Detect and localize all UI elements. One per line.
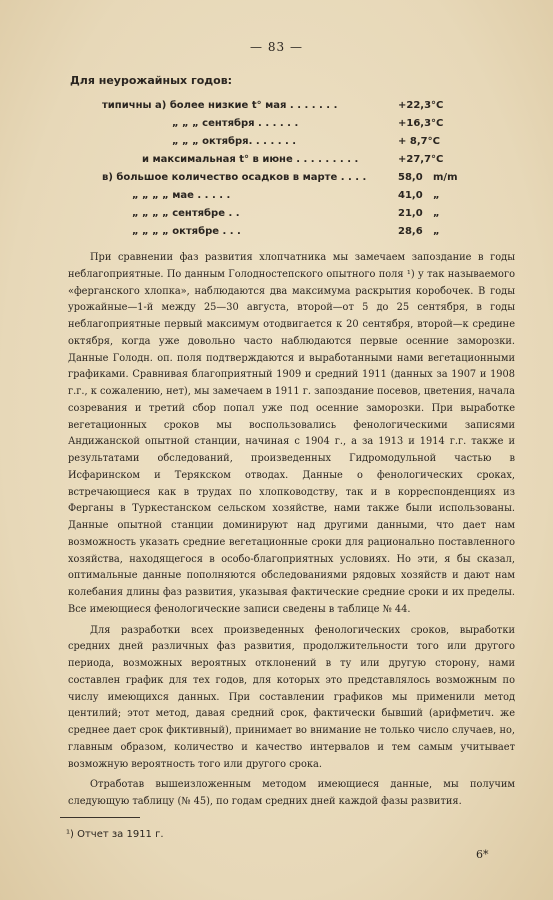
stats-value: +16,3°C (398, 118, 444, 129)
paragraph: При сравнении фаз развития хлопчатника мы замечаем запоздание в годы неблагоприятные. По данным Голодностепского опытного поля ¹) у так называемого «ферганского хлопка», наблюдаются два максимума раскрытия коробочек. В годы урожайные—1-й между 25—30 августа, второй—от 5 до 25 сентября, в годы неблагоприятные первый максимум отодвигается к 20 сентября, второй—к средине октября, когда уже довольно часто наблюдаются первые осенние заморозки. Данные Голодн. оп. поля подтверждаются и выработанными нами вегетационными графиками. Сравнивая благоприятный 1909 и средний 1911 (данных за 1907 и 1908 г.г., к сожалению, нет), мы замечаем в 1911 г. запоздание посевов, цветения, начала созревания и третий сбор попал уже под осенние заморозки. При выработке вегетационных сроков мы воспользовались фенологическими записями Андижанской опытной станции, начиная с 1904 г., а за 1913 и 1914 г.г. также и результатами обследований, произведенных Гидромодульной частью в Исфаринском и Терякском отводах. Данные о фенологических сроках, встречающиеся как в трудах по хлопководству, так и в корреспонденциях из Ферганы в Туркестанском сельском хозяйстве, нами также были использованы. Данные опытной станции доминируют над другими данными, что дает нам возможность указать средние вегетационные сроки для рационально поставленного хозяйства, находящегося в особо-благоприятных условиях. Но эти, я бы сказал, оптимальные данные пополняются обследованиями рядовых хозяйств и дают нам колебания длины фаз развития, указывая фактические средние сроки и их пределы. Все имеющиеся фенологические записи сведены в таблице № 44. (68, 252, 515, 615)
stats-unit: „ (433, 208, 440, 219)
stats-label: „ „ „ „ октябре . . . (132, 226, 241, 237)
stats-list (40, 97, 460, 241)
stats-row (40, 133, 460, 151)
stats-value: 28,6 (398, 226, 423, 237)
stats-row (40, 223, 460, 241)
signature-mark: 6* (476, 848, 489, 861)
stats-row (40, 97, 460, 115)
footnote-divider (60, 817, 140, 818)
stats-label: типичны а) более низкие t° мая . . . . . . . (102, 100, 338, 111)
stats-value: 58,0 (398, 172, 423, 183)
stats-unit: „ (433, 190, 440, 201)
paragraph: Отработав вышеизложенным методом имеющиеся данные, мы получим следующую таблицу (№ 45), по годам средних дней каждой фазы развития. (68, 779, 515, 807)
stats-label: „ „ „ „ сентябре . . (132, 208, 240, 219)
stats-value: +27,7°C (398, 154, 444, 165)
stats-label: в) большое количество осадков в марте . . . . (102, 172, 367, 183)
stats-label: „ „ „ сентября . . . . . . (172, 118, 299, 129)
stats-unit: m/m (433, 172, 458, 183)
paragraph: Для разработки всех произведенных фенологических сроков, выработки средних дней различных фаз развития, продолжительности того или другого периода, возможных вероятных отклонений в ту или другую сторону, нами составлен график для тех годов, для которых это представлялось возможным по числу имеющихся данных. При составлении графиков мы применили метод центилий; этот метод, давая средний срок, фактически бывший (арифметич. же среднее дает срок фиктивный), принимает во внимание не только число случаев, но, главным образом, количество и качество интервалов и тем самым учитывает возможную вероятность того или другого срока. (68, 624, 515, 770)
page-number: — 83 — (250, 40, 303, 54)
stats-value: +22,3°C (398, 100, 444, 111)
stats-row (40, 115, 460, 133)
footnote: ¹) Отчет за 1911 г. (66, 829, 164, 840)
stats-label: и максимальная t° в июне . . . . . . . . . (142, 154, 359, 165)
stats-label: „ „ „ октября. . . . . . . (172, 136, 297, 147)
stats-row (40, 187, 460, 205)
stats-label: „ „ „ „ мае . . . . . (132, 190, 231, 201)
stats-value: 41,0 (398, 190, 423, 201)
stats-row (40, 169, 460, 187)
stats-value: 21,0 (398, 208, 423, 219)
stats-unit: „ (433, 226, 440, 237)
stats-row (40, 205, 460, 223)
stats-row (40, 151, 460, 169)
body-text (68, 250, 515, 815)
section-heading: Для неурожайных годов: (70, 74, 233, 87)
stats-value: + 8,7°C (398, 136, 440, 147)
